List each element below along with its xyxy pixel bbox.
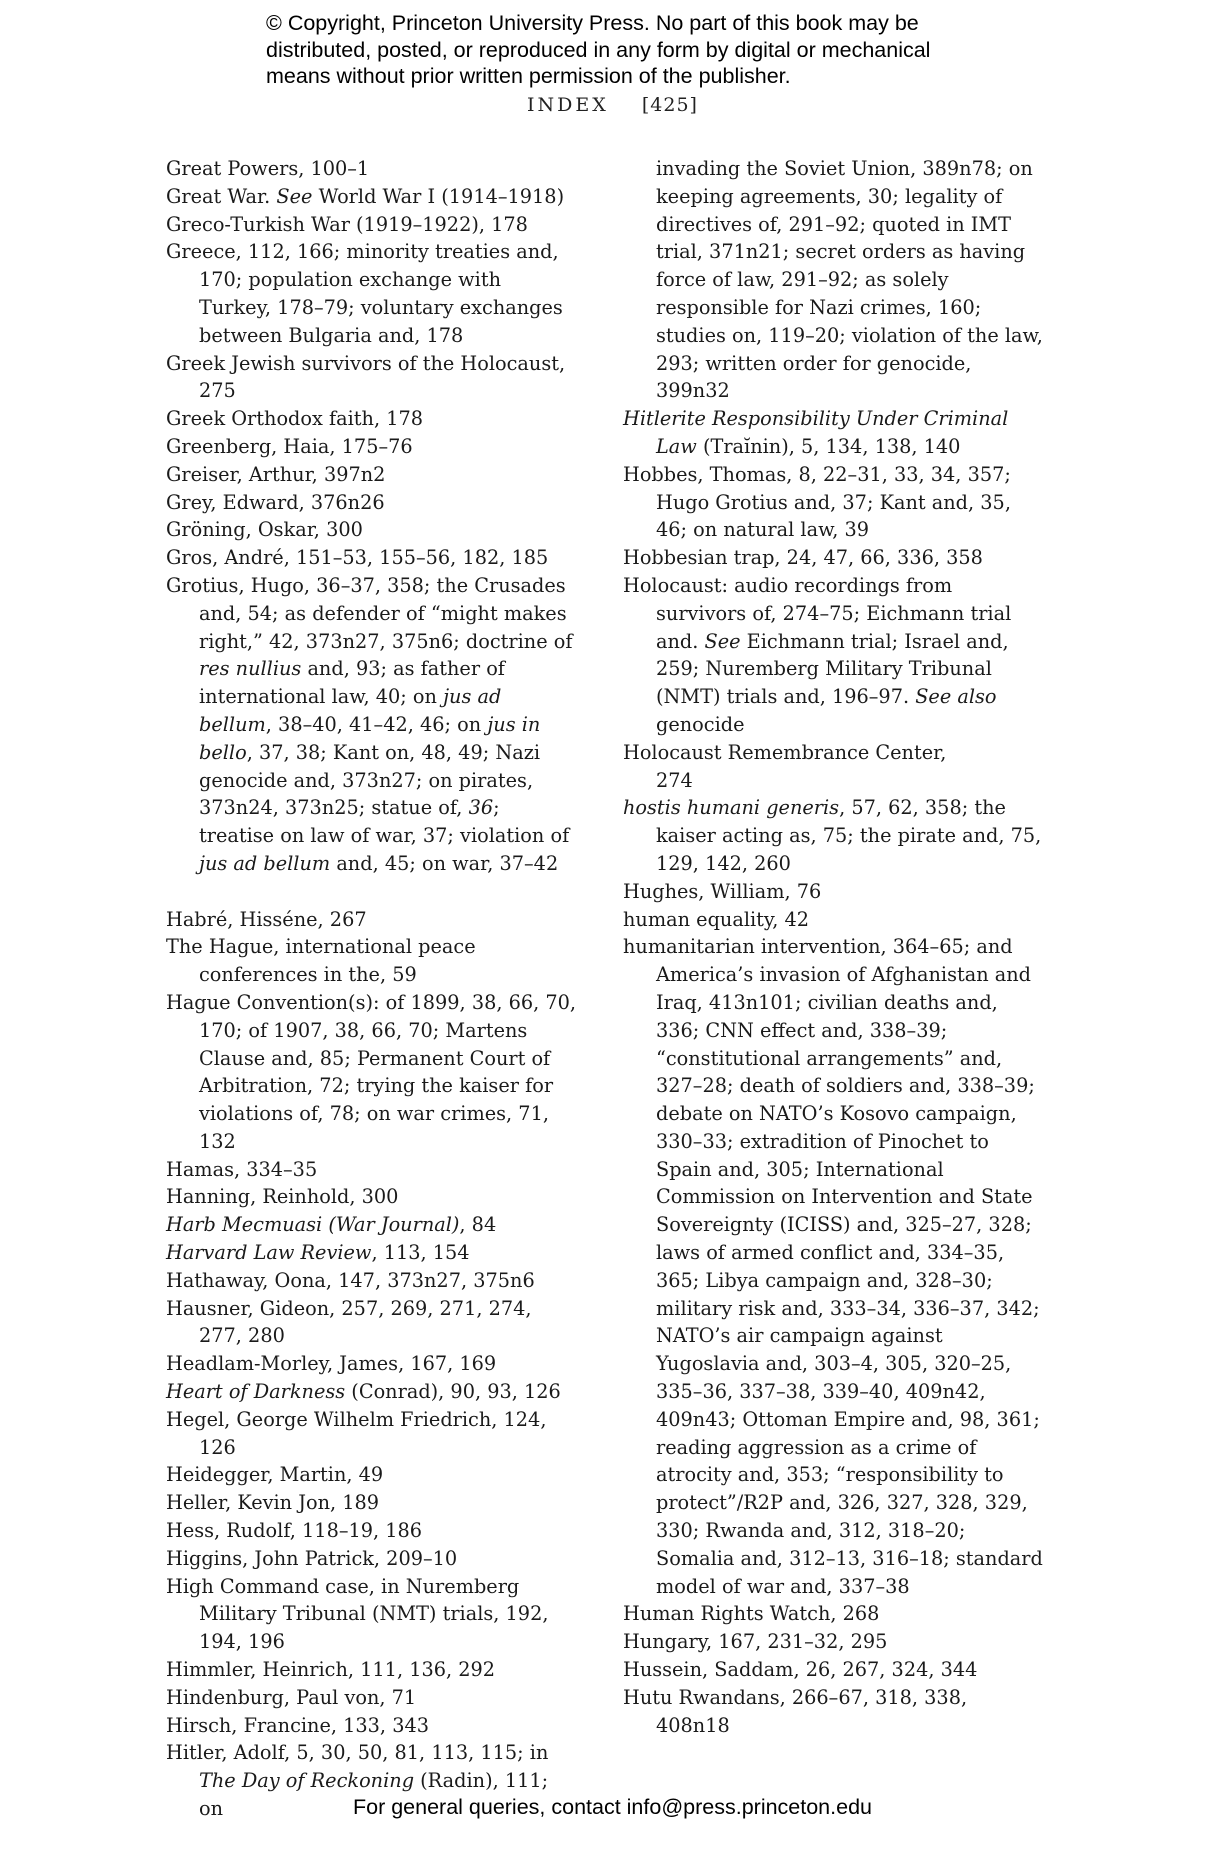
running-head — [0, 94, 1225, 116]
index-entry: Headlam-Morley, James, 167, 169 — [166, 1352, 497, 1376]
index-entry: Hitlerite Responsibility Under Criminal Law (Traĭnin), 5, 134, 138, 140 — [623, 407, 1009, 458]
index-entry: Hutu Rwandans, 266–67, 318, 338, 408n18 — [623, 1685, 968, 1737]
index-entry: Hobbesian trap, 24, 47, 66, 336, 358 — [623, 546, 983, 570]
index-entry: hostis humani generis, 57, 62, 358; the kaiser acting as, 75; the pirate and, 75, 129, 142, 260 — [623, 796, 1042, 875]
index-entry: Hitler, Adolf, 5, 30, 50, 81, 113, 115; in The Day of Reckoning (Radin), 111; on — [166, 1741, 549, 1821]
index-entry: Great Powers, 100–1 — [166, 157, 370, 180]
index-entry: Great War. See World War I (1914–1918) — [166, 184, 565, 208]
index-entry: Greco-Turkish War (1919–1922), 178 — [166, 212, 528, 236]
index-entry: human equality, 42 — [623, 907, 810, 931]
running-head-title: INDEX — [527, 94, 609, 116]
index-entry: Greenberg, Haia, 175–76 — [166, 434, 413, 458]
index-entry: Hanning, Reinhold, 300 — [166, 1185, 399, 1209]
footer-contact: For general queries, contact info@press.princeton.edu — [352, 1795, 872, 1819]
index-column-right — [623, 155, 1043, 1739]
index-entry: Holocaust: audio recordings from survivors of, 274–75; Eichmann trial and. See Eichmann trial; Israel and, 259; Nuremberg Military Tribunal (NMT) trials and, 196–97. See also genocide — [623, 573, 1012, 736]
index-entry: Himmler, Heinrich, 111, 136, 292 — [166, 1658, 496, 1682]
index-entry: Harb Mecmuasi (War Journal), 84 — [166, 1213, 497, 1237]
index-entry: Greek Jewish survivors of the Holocaust, 275 — [166, 351, 566, 403]
index-entry: Holocaust Remembrance Center, 274 — [623, 740, 947, 792]
page-number: [425] — [641, 94, 698, 116]
index-entry: invading the Soviet Union, 389n78; on keeping agreements, 30; legality of directives of, 291–92; quoted in IMT trial, 371n21; secret orders as having force of law, 291–92; as solely responsible for Nazi crimes, 160; studies on, 119–20; violation of the law, 293; written order for genocide, 399n32 — [656, 157, 1043, 403]
index-entry: Hathaway, Oona, 147, 373n27, 375n6 — [166, 1268, 535, 1292]
index-entry: Grey, Edward, 376n26 — [166, 490, 385, 514]
index-entry: Harvard Law Review, 113, 154 — [166, 1241, 470, 1265]
index-entry: Hausner, Gideon, 257, 269, 271, 274, 277, 280 — [166, 1296, 532, 1348]
index-entry: Gröning, Oskar, 300 — [166, 518, 363, 542]
index-entry: Hungary, 167, 231–32, 295 — [623, 1630, 888, 1654]
index-entry: Greek Orthodox faith, 178 — [166, 407, 424, 431]
index-entry: Hughes, William, 76 — [623, 879, 822, 903]
index-entry: humanitarian intervention, 364–65; and America’s invasion of Afghanistan and Iraq, 413n101; civilian deaths and, 336; CNN effect and, 338–39; “constitutional arrangements” and, 327–28; death of soldiers and, 338–39; debate on NATO’s Kosovo campaign, 330–33; extradition of Pinochet to Spain and, 305; International Commission on Intervention and State Sovereignty (ICISS) and, 325–27, 328; laws of armed conflict and, 334–35, 365; Libya campaign and, 328–30; military risk and, 333–34, 336–37, 342; NATO’s air campaign against Yugoslavia and, 303–4, 305, 320–25, 335–36, 337–38, 339–40, 409n42, 409n43; Ottoman Empire and, 98, 361; reading aggression as a crime of atrocity and, 353; “responsibility to protect”/R2P and, 326, 327, 328, 329, 330; Rwanda and, 312, 318–20; Somalia and, 312–13, 316–18; standard model of war and, 337–38 — [623, 935, 1043, 1598]
index-entry: Hindenburg, Paul von, 71 — [166, 1685, 417, 1709]
index-entry: Hobbes, Thomas, 8, 22–31, 33, 34, 357; Hugo Grotius and, 37; Kant and, 35, 46; on natural law, 39 — [623, 462, 1011, 542]
index-entry: Hirsch, Francine, 133, 343 — [166, 1713, 429, 1737]
index-entry: Heller, Kevin Jon, 189 — [166, 1491, 380, 1515]
index-entry: Higgins, John Patrick, 209–10 — [166, 1546, 458, 1570]
index-entry: Gros, André, 151–53, 155–56, 182, 185 — [166, 546, 549, 570]
index-entry: Heart of Darkness (Conrad), 90, 93, 126 — [166, 1380, 561, 1404]
copyright-notice: © Copyright, Princeton University Press. No part of this book may be distributed, posted, or reproduced in any form by digital or mechanical means without prior written permission of the publisher. — [266, 11, 931, 88]
index-entry: Heidegger, Martin, 49 — [166, 1463, 384, 1487]
index-entry: High Command case, in Nuremberg Military Tribunal (NMT) trials, 192, 194, 196 — [166, 1574, 549, 1654]
index-entry: Hess, Rudolf, 118–19, 186 — [166, 1519, 423, 1543]
index-entry: Greece, 112, 166; minority treaties and, 170; population exchange with Turkey, 178–79; voluntary exchanges between Bulgaria and, 178 — [166, 240, 563, 347]
index-entry: Habré, Hisséne, 267 — [166, 907, 367, 931]
index-column-left — [166, 155, 578, 1823]
index-entry: Greiser, Arthur, 397n2 — [166, 462, 386, 486]
index-entry: Grotius, Hugo, 36–37, 358; the Crusades and, 54; as defender of “might makes right,” 42, 373n27, 375n6; doctrine of res nullius and, 93; as father of international law, 40; on jus ad bellum, 38–40, 41–42, 46; on jus in bello, 37, 38; Kant on, 48, 49; Nazi genocide and, 373n27; on pirates, 373n24, 373n25; statue of, 36; treatise on law of war, 37; violation of jus ad bellum and, 45; on war, 37–42 — [166, 573, 573, 875]
index-entry: Hague Convention(s): of 1899, 38, 66, 70, 170; of 1907, 38, 66, 70; Martens Clause and, 85; Permanent Court of Arbitration, 72; trying the kaiser for violations of, 78; on war crimes, 71, 132 — [166, 990, 577, 1153]
index-entry: Hegel, George Wilhelm Friedrich, 124, 126 — [166, 1407, 547, 1459]
index-entry: Hamas, 334–35 — [166, 1157, 318, 1181]
index-entry: Hussein, Saddam, 26, 267, 324, 344 — [623, 1658, 978, 1682]
index-entry: The Hague, international peace conferences in the, 59 — [166, 935, 476, 987]
index-entry: Human Rights Watch, 268 — [623, 1602, 880, 1626]
